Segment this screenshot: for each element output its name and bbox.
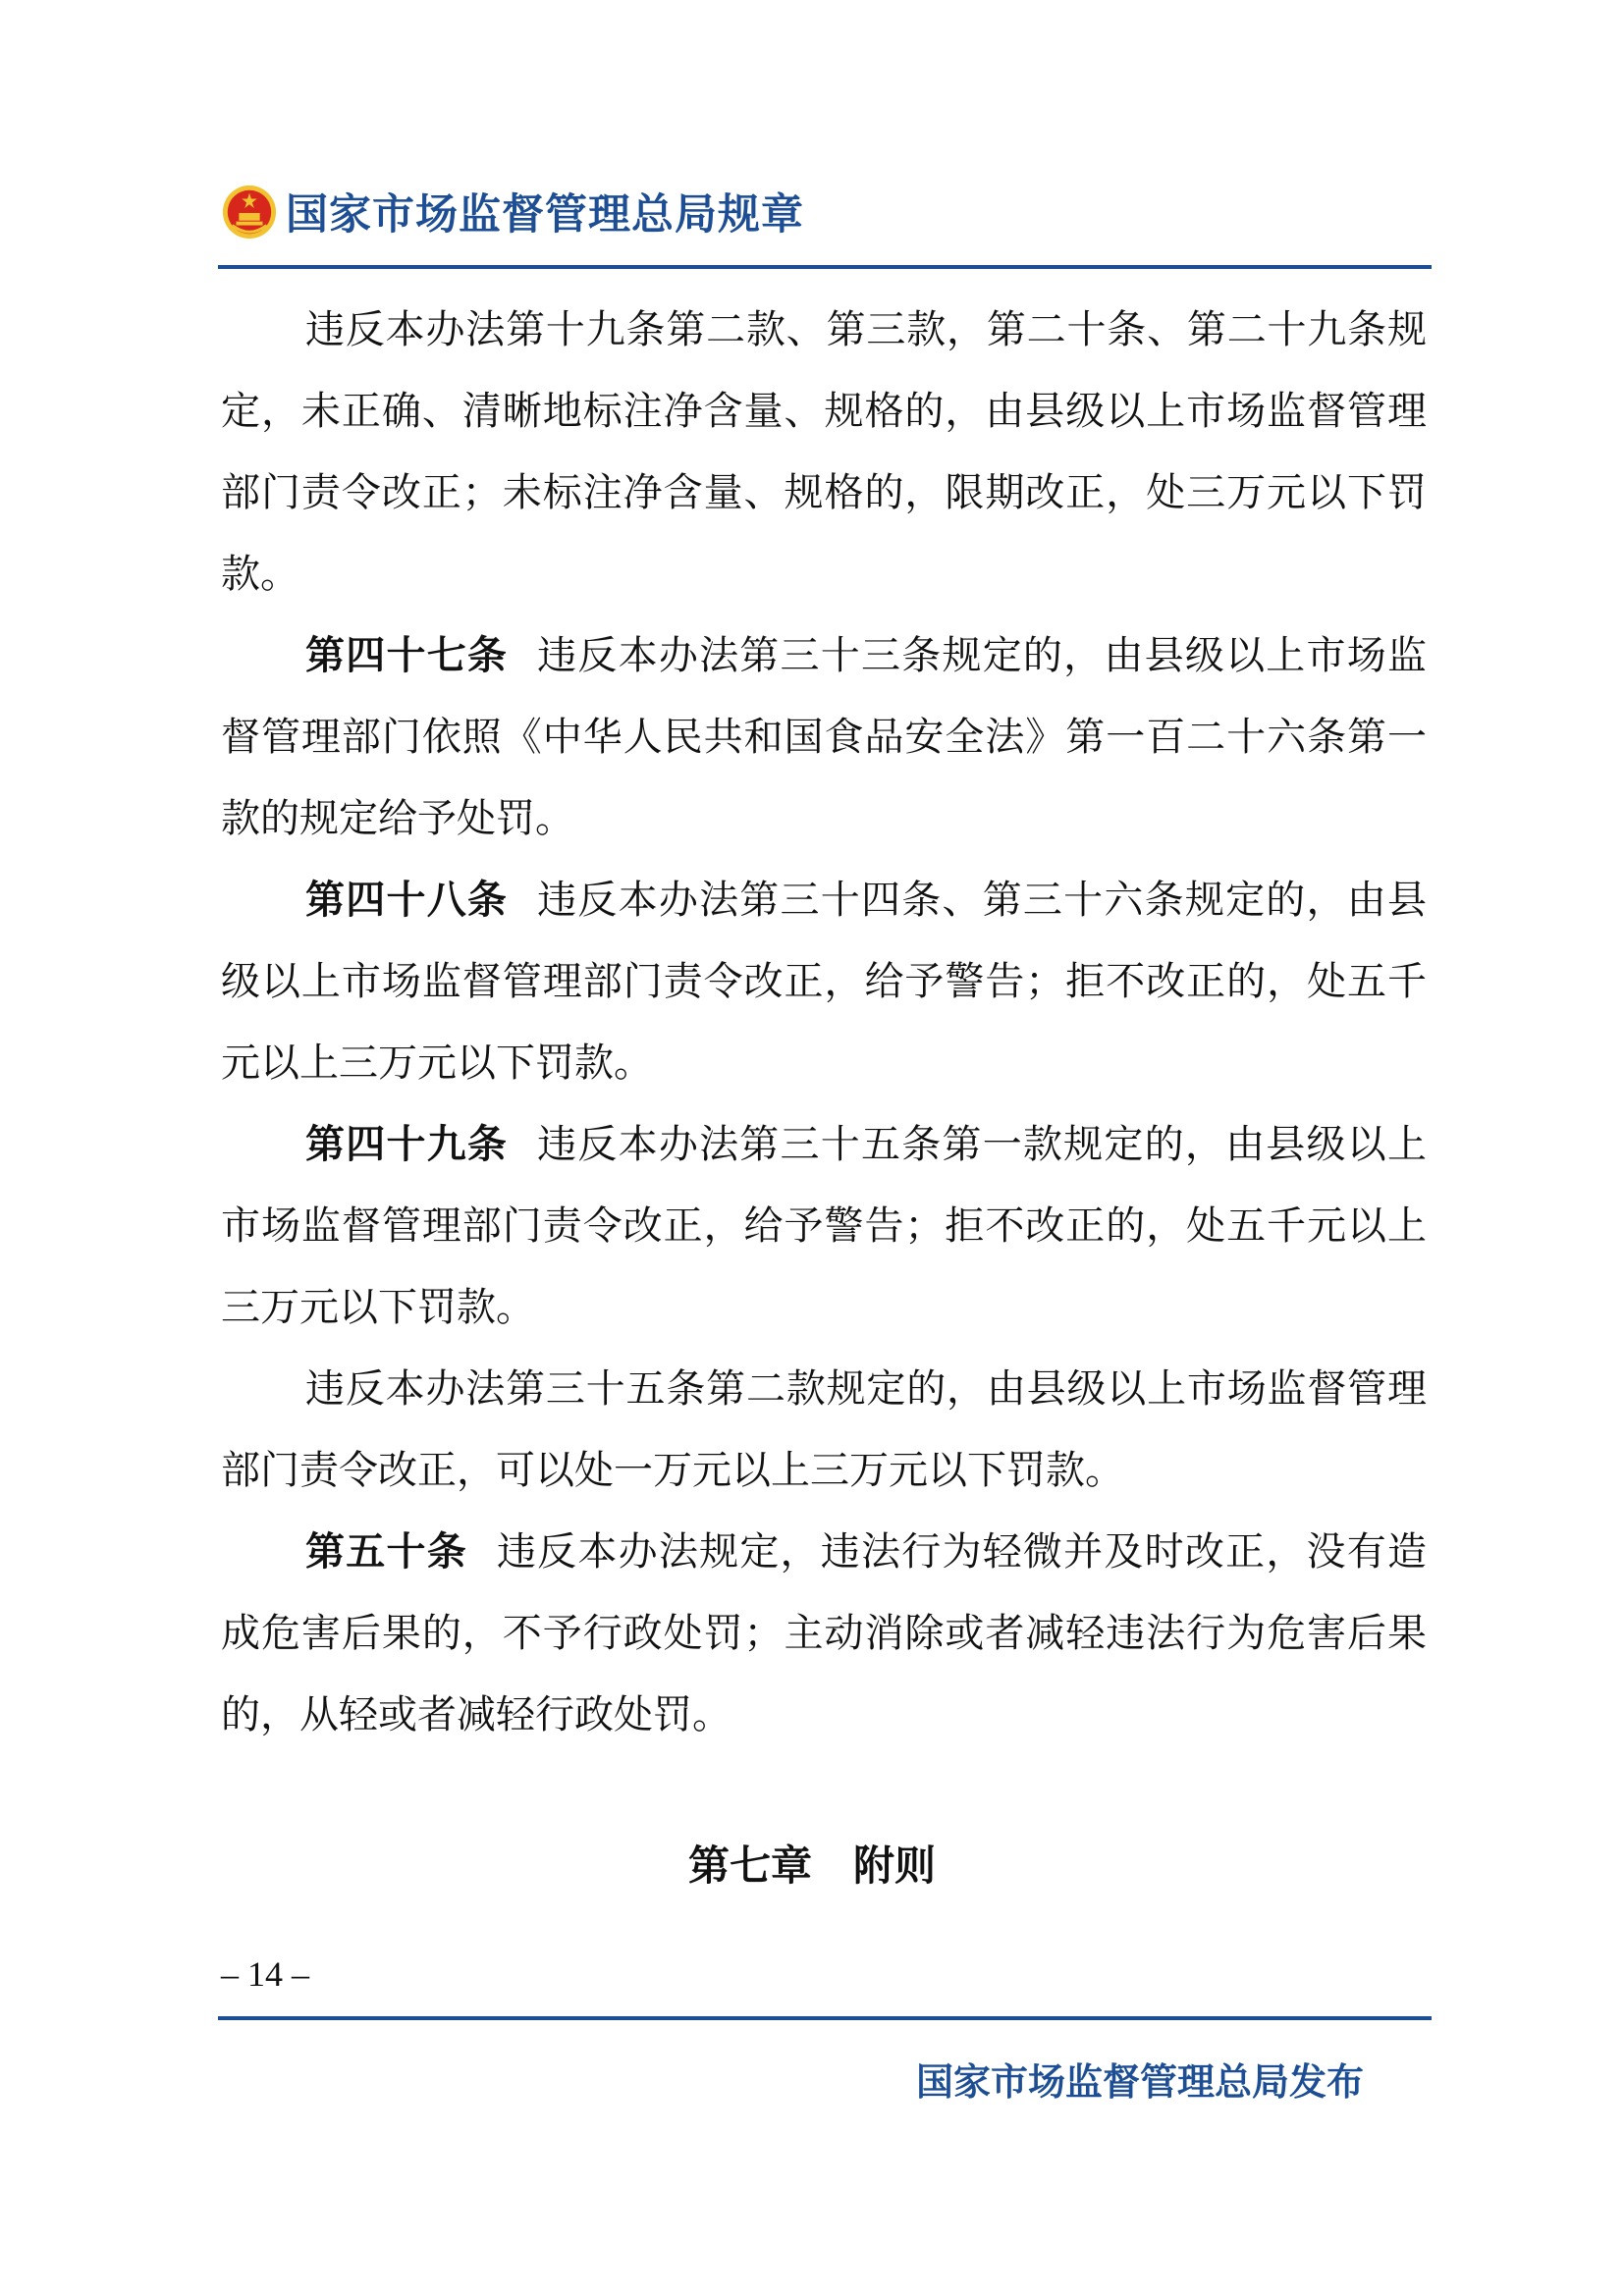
header-title: 国家市场监督管理总局规章 — [286, 190, 804, 240]
article-47 — [221, 615, 1427, 860]
paragraph — [221, 290, 1427, 615]
paragraph-text: 违反本办法第三十四条、第三十六条规定的，由县级以上市场监督管理部门责令改正，给予警告；拒不改正的，处五千元以上三万元以下罚款。 — [221, 878, 1428, 1086]
paragraph-text: 违反本办法第三十五条第二款规定的，由县级以上市场监督管理部门责令改正，可以处一万元以上三万元以下罚款。 — [221, 1366, 1427, 1493]
chapter-heading: 第七章 附则 — [687, 1842, 936, 1890]
document-body — [221, 290, 1427, 1756]
article-48 — [221, 860, 1427, 1104]
article-number: 第四十七条 — [305, 633, 509, 678]
paragraph-text: 违反本办法第十九条第二款、第三款，第二十条、第二十九条规定，未正确、清晰地标注净含量、规格的，由县级以上市场监督管理部门责令改正；未标注净含量、规格的，限期改正，处三万元以下罚款。 — [221, 307, 1427, 597]
header-divider — [218, 265, 1432, 269]
footer-publisher: 国家市场监督管理总局发布 — [915, 2060, 1364, 2104]
article-49 — [221, 1104, 1427, 1349]
national-emblem-icon — [221, 184, 278, 240]
paragraph-text: 违反本办法第三十三条规定的，由县级以上市场监督管理部门依照《中华人民共和国食品安全法》第一百二十六条第一款的规定给予处罚。 — [221, 633, 1428, 841]
page-number: – 14 – — [221, 1954, 309, 1994]
paragraph — [221, 1349, 1427, 1512]
article-number: 第四十九条 — [305, 1122, 509, 1167]
article-number: 第五十条 — [305, 1529, 467, 1575]
article-50 — [221, 1512, 1427, 1756]
paragraph-text: 违反本办法规定，违法行为轻微并及时改正，没有造成危害后果的，不予行政处罚；主动消除或者减轻违法行为危害后果的，从轻或者减轻行政处罚。 — [221, 1529, 1428, 1737]
paragraph-text: 违反本办法第三十五条第一款规定的，由县级以上市场监督管理部门责令改正，给予警告；拒不改正的，处五千元以上三万元以下罚款。 — [221, 1122, 1428, 1330]
page-header — [221, 182, 804, 241]
article-number: 第四十八条 — [305, 878, 509, 923]
footer-divider — [218, 2016, 1432, 2020]
